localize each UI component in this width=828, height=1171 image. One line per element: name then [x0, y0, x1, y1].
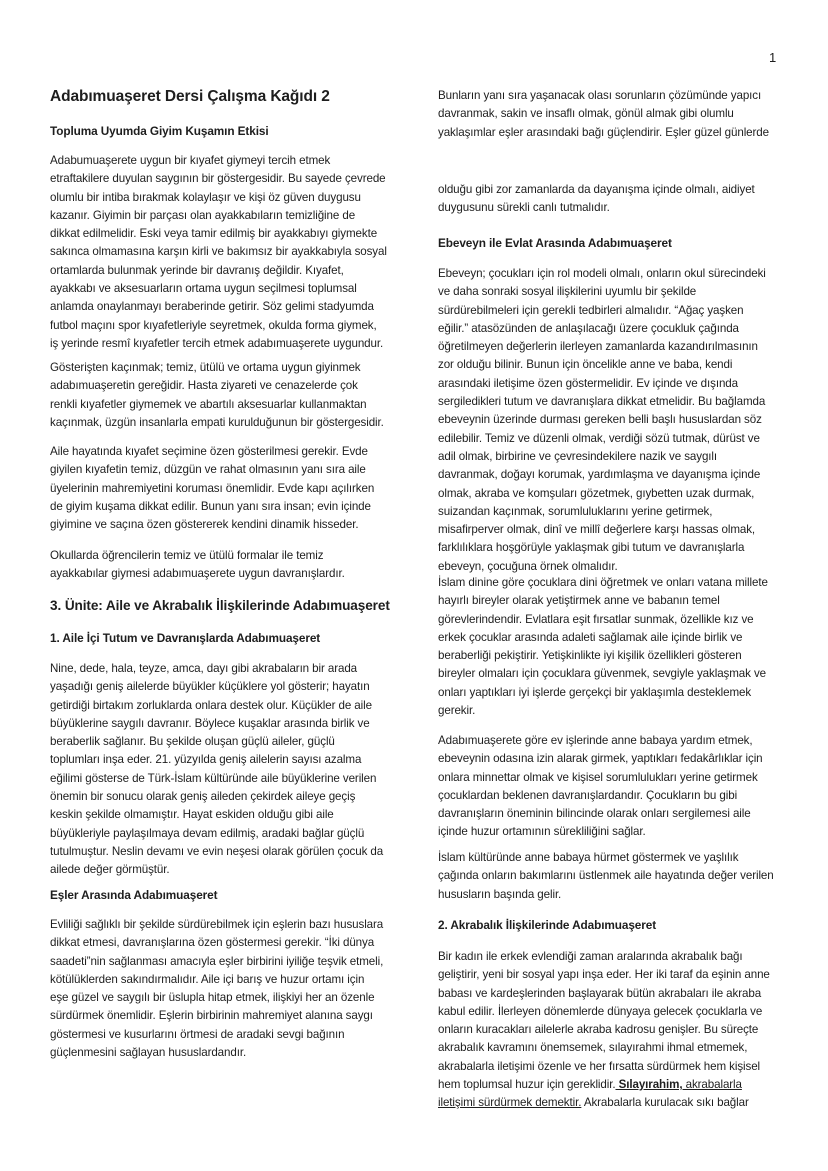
page-number: 1 — [769, 50, 777, 65]
text-line: eşe güzel ve saygılı bir üslupla hitap etmek, ilişkiyi her an özenle — [50, 991, 375, 1005]
text-line: Ebeveyn ile Evlat Arasında Adabımuaşeret — [438, 236, 672, 250]
paragraph — [50, 152, 387, 353]
text-line: Adabımuaşeret Dersi Çalışma Kağıdı 2 — [50, 88, 330, 105]
paragraph — [50, 443, 374, 534]
text-line: giyimine ve saçına özen göstererek kendini dinamik hisseder. — [50, 518, 359, 532]
text-line: sakınca olmamasına karşın kirli ve bakımsız bir ayakkabıyla sosyal — [50, 245, 387, 259]
text-line: babası ve kardeşlerinden başlayarak bütün akrabaları ile akraba — [438, 986, 762, 1000]
text-line: Aile hayatında kıyafet seçimine özen gösterilmesi gerekir. Evde — [50, 445, 368, 458]
text-line: çocuklardan beklenen davranışlardandır. Çocukların bu gibi — [438, 788, 738, 802]
text-line: kaçınmak, üzgün insanlarla empati kurulduğunun bir göstergesidir. — [50, 415, 384, 429]
text-line: önemin bir sonucu olarak geniş aileden çekirdek aileye geçiş — [50, 790, 356, 804]
text-line: onların kuracakları ailelerle akraba kadrosu genişler. Bu süreçte — [438, 1023, 759, 1037]
text-line: Adabımuaşerete göre ev işlerinde anne babaya yardım etmek, — [438, 734, 753, 747]
text-line: tutulmuştur. Neslin devamı ve evin neşesi olarak görülen çocuk da — [50, 844, 384, 858]
text-line: İslam dinine göre çocuklara dini öğretmek ve onları vatana millete — [438, 576, 768, 589]
section-heading — [50, 88, 330, 106]
paragraph — [438, 181, 755, 218]
underlined-text: akrabalarla — [682, 1078, 742, 1092]
paragraph — [438, 948, 770, 1113]
text-line: erkek çocuklar arasında adaleti sağlamak aile içinde birlik ve — [438, 630, 743, 644]
text-line: davranmak, sakin ve insaflı olmak, gönül almak gibi olumlu — [438, 107, 734, 121]
section-heading — [50, 886, 217, 904]
text-line: eğilimi gösterse de Türk-İslam kültüründe aile büyüklerine verilen — [50, 771, 377, 785]
text-line: olduğu gibi zor zamanlarda da dayanışma içinde olmalı, aidiyet — [438, 183, 755, 196]
text-line: anlamda onaylanmayı beraberinde getirir. Söz gelimi stadyumda — [50, 300, 374, 314]
text-line: olmak, akraba ve komşuları gözetmek, gıybetten uzak durmak, — [438, 486, 755, 500]
text-line: olumlu bir intiba bırakmak kolaylaşır ve kişi öz güven duygusu — [50, 190, 361, 204]
text-line: beraberlik sağlanır. Bu şekilde oluşan güçlü aileler, güçlü — [50, 735, 335, 749]
text-line: gerekir. — [438, 704, 476, 718]
text-line: ailede değer görmüştür. — [50, 863, 170, 877]
text-line — [438, 1094, 770, 1112]
paragraph — [438, 87, 769, 142]
text-line: futbol maçını spor kıyafetleriyle seyretmek, okulda forma giymek, — [50, 318, 377, 332]
paragraph — [50, 359, 384, 432]
text-line: ve daha sonraki sosyal ilişkilerini uyumlu bir şekilde — [438, 285, 697, 299]
text-line: görevlerindendir. Evlatlara eşit fırsatlar sunmak, özellikle kız ve — [438, 612, 754, 626]
section-heading — [50, 122, 269, 140]
text-line: duygusunu sürekli canlı tutmalıdır. — [438, 201, 610, 215]
text-line: ayakkabı ve aksesuarların ortama uygun seçilmesi toplumsal — [50, 282, 357, 296]
paragraph — [50, 547, 345, 584]
text-line: suizandan kaçınmak, sorumluluklarını yerine getirmek, — [438, 504, 713, 518]
text-line: dikkat edilmelidir. Eski veya tamir edilmiş bir ayakkabıyı giymekte — [50, 227, 378, 241]
text-line: 2. Akrabalık İlişkilerinde Adabımuaşeret — [438, 918, 657, 932]
text-line: toplumları inşa eder. 21. yüzyılda geniş ailelerin sayısı azalma — [50, 753, 362, 767]
text-line: ebeveyn, çocuğuna örnek olmalıdır. — [438, 559, 618, 573]
text-span: hem toplumsal huzur için gereklidir. — [438, 1078, 616, 1092]
section-heading — [50, 629, 320, 647]
text-line: ebeveynin üzerinde durması gereken belli başlı hususlardan söz — [438, 413, 762, 427]
text-line: arasındaki iletişime özen göstermelidir. Ev içinde ve dışında — [438, 376, 738, 390]
text-line: eğilir.” atasözünden de anlaşılacağı üzere çocukluk çağında — [438, 321, 739, 335]
text-line: zor olduğu bilinir. Bunun için öncelikle anne ve baba, kendi — [438, 358, 733, 372]
text-line: giyilen kıyafetin temiz, düzgün ve rahat olmasının yanı sıra aile — [50, 463, 366, 477]
text-line: Adabumuaşerete uygun bir kıyafet giymeyi tercih etmek — [50, 154, 331, 167]
text-line: Ebeveyn; çocukları için rol modeli olmalı, onların okul sürecindeki — [438, 267, 766, 280]
text-line: Nine, dede, hala, teyze, amca, dayı gibi akrabaların bir arada — [50, 662, 358, 675]
text-line: yaşadığı geniş ailelerde büyükler küçüklere yol gösterir; hayatın — [50, 680, 370, 694]
text-line: Eşler Arasında Adabımuaşeret — [50, 888, 218, 902]
text-line: renkli kıyafetler giymemek ve abartılı aksesuarlar kullanmaktan — [50, 397, 367, 411]
paragraph — [438, 265, 766, 576]
text-line: ortamlarda bulunmak yerinde bir davranış değildir. Kıyafet, — [50, 263, 344, 277]
text-line: içinde huzur ortamının sürekliliğini sağlar. — [438, 825, 646, 839]
paragraph — [50, 660, 383, 880]
text-line: hususların başında gelir. — [438, 887, 562, 901]
paragraph — [50, 916, 383, 1062]
text-line: büyüklerine saygılı davranır. Böylece kuşaklar arasında birlik ve — [50, 716, 370, 730]
text-line: bireyler olmaları için çocuklara güvenmek, sevgiyle yaklaşmak ve — [438, 667, 767, 681]
underlined-text: Sılayırahim, — [615, 1078, 683, 1092]
text-line: 3. Ünite: Aile ve Akrabalık İlişkilerinde Adabımuaşeret — [50, 598, 390, 613]
paragraph — [438, 732, 763, 842]
text-line: geliştirir, yeni bir sosyal yapı inşa eder. Her iki taraf da eşinin anne — [438, 968, 770, 982]
text-line: Bir kadın ile erkek evlendiği zaman aralarında akrabalık bağı — [438, 950, 743, 963]
text-line: akrabalarla iletişimi özenle ve her fırsatta sürdürmek hem kişisel — [438, 1059, 761, 1073]
text-line: beraberliği pekiştirir. Yetişkinlikte iyi kişilik özellikleri gösteren — [438, 649, 742, 663]
text-line: akrabalık kavramını önemsemek, sılayırahmi ihmal etmemek, — [438, 1041, 748, 1055]
text-line: göstermesi ve kusurlarını örtmesi de aradaki sevgi bağının — [50, 1027, 345, 1041]
text-line: yaklaşımlar eşler arasındaki bağı güçlendirir. Eşler güzel günlerde — [438, 125, 769, 139]
text-line: Evliliği sağlıklı bir şekilde sürdürebilmek için eşlerin bazı hususlara — [50, 918, 384, 931]
text-line: kötülüklerden sakındırmalıdır. Aile içi barış ve huzur ortamı için — [50, 972, 365, 986]
text-line: edilebilir. Temiz ve düzenli olmak, verdiği sözü tutmak, dürüst ve — [438, 431, 760, 445]
text-line — [438, 1076, 770, 1094]
text-line: Gösterişten kaçınmak; temiz, ütülü ve ortama uygun giyinmek — [50, 361, 361, 374]
text-line: davranışların öneminin bilincinde olarak onları sergilemesi aile — [438, 807, 751, 821]
section-heading — [438, 916, 656, 934]
text-line: kabul edilir. İlerleyen dönemlerde dünyaya gelecek çocuklarla ve — [438, 1004, 763, 1018]
text-line: iş yerinde resmî kıyafetler tercih etmek adabımuaşerete uygundur. — [50, 336, 384, 350]
text-line: onlara minnettar olmak ve kişisel sorumlulukları yerine getirmek — [438, 770, 758, 784]
text-line: misafirperver olmak, dinî ve millî değerlere karşı hassas olmak, — [438, 523, 756, 537]
text-line: Bunların yanı sıra yaşanacak olası sorunların çözümünde yapıcı — [438, 89, 762, 102]
text-line: kazanır. Giyimin bir parçası olan ayakkabıların temizliğine de — [50, 208, 356, 222]
section-heading — [438, 234, 672, 252]
text-line: dikkat etmesi, davranışlarına özen göstermesi gerekir. “İki dünya — [50, 936, 375, 950]
text-line: 1. Aile İçi Tutum ve Davranışlarda Adabımuaşeret — [50, 631, 321, 645]
text-line: sürdürmek önemlidir. Eşlerin birbirinin mahremiyet alanına saygı — [50, 1009, 373, 1023]
section-heading — [50, 597, 390, 615]
text-line: davranmak, doğayı korumak, yardımlaşma ve dayanışma içinde — [438, 468, 761, 482]
text-line: saadeti”nin sağlanması amacıyla eşler birbirini iyiliğe teşvik etmeli, — [50, 954, 384, 968]
text-line: üyelerinin mahremiyetini koruması önemlidir. Evde kapı açılırken — [50, 481, 375, 495]
text-line: büyükleriyle paylaşılmaya devam edilmiş, aradaki bağlar güçlü — [50, 826, 365, 840]
text-line: güçlenmesini sağlayan hususlardandır. — [50, 1046, 247, 1060]
text-line: İslam kültüründe anne babaya hürmet göstermek ve yaşlılık — [438, 851, 739, 864]
text-line: öğretilmeyen değerlerin ilerleyen zamanlarda kazandırılmasının — [438, 340, 758, 354]
text-line: sergiledikleri tutum ve davranışlara dikkat etmelidir. Bu bağlamda — [438, 395, 766, 409]
paragraph — [438, 849, 774, 904]
text-line: adil olmak, birbirine ve çevresindekilere nazik ve saygılı — [438, 449, 718, 463]
text-line: Okullarda öğrencilerin temiz ve ütülü formalar ile temiz — [50, 549, 324, 562]
text-line: ebeveynin odasına izin alarak girmek, yaptıkları fedakârlıklar için — [438, 752, 763, 766]
underlined-text: iletişimi sürdürmek demektir. — [438, 1096, 582, 1110]
text-line: adabımuaşeretin gereğidir. Hasta ziyareti ve cenazelerde çok — [50, 379, 358, 393]
text-line: keskin şekilde olmamıştır. Hayat eskiden olduğu gibi aile — [50, 808, 334, 822]
text-line: sürdürebilmeleri için gerekli tedbirleri almalıdır. “Ağaç yaşken — [438, 303, 744, 317]
text-line: de giyim kuşama dikkat edilir. Bunun yanı sıra insan; evin içinde — [50, 499, 371, 513]
paragraph — [438, 574, 768, 720]
text-span: Akrabalarla kurulacak sıkı bağlar — [581, 1096, 749, 1110]
text-line: etraftakilere duyulan saygının bir göstergesidir. Bu sayede çevrede — [50, 172, 386, 186]
text-line: çağında onların bakımlarını üstlenmek aile hayatında değer verilen — [438, 869, 774, 883]
text-line: onları yaptıkları iyi işlerde gerçekçi bir yaklaşımla desteklemek — [438, 685, 752, 699]
text-line: Topluma Uyumda Giyim Kuşamın Etkisi — [50, 124, 269, 138]
text-line: hayırlı bireyler olarak yetiştirmek anne ve babanın temel — [438, 594, 720, 608]
text-line: farklılıklara hoşgörüyle yaklaşmak gibi tutum ve davranışlarla — [438, 541, 745, 555]
text-line: ayakkabılar giymesi adabımuaşerete uygun davranışlardır. — [50, 567, 345, 581]
text-line: getirdiği birtakım zorluklarda onlara destek olur. Küçükler de aile — [50, 698, 372, 712]
